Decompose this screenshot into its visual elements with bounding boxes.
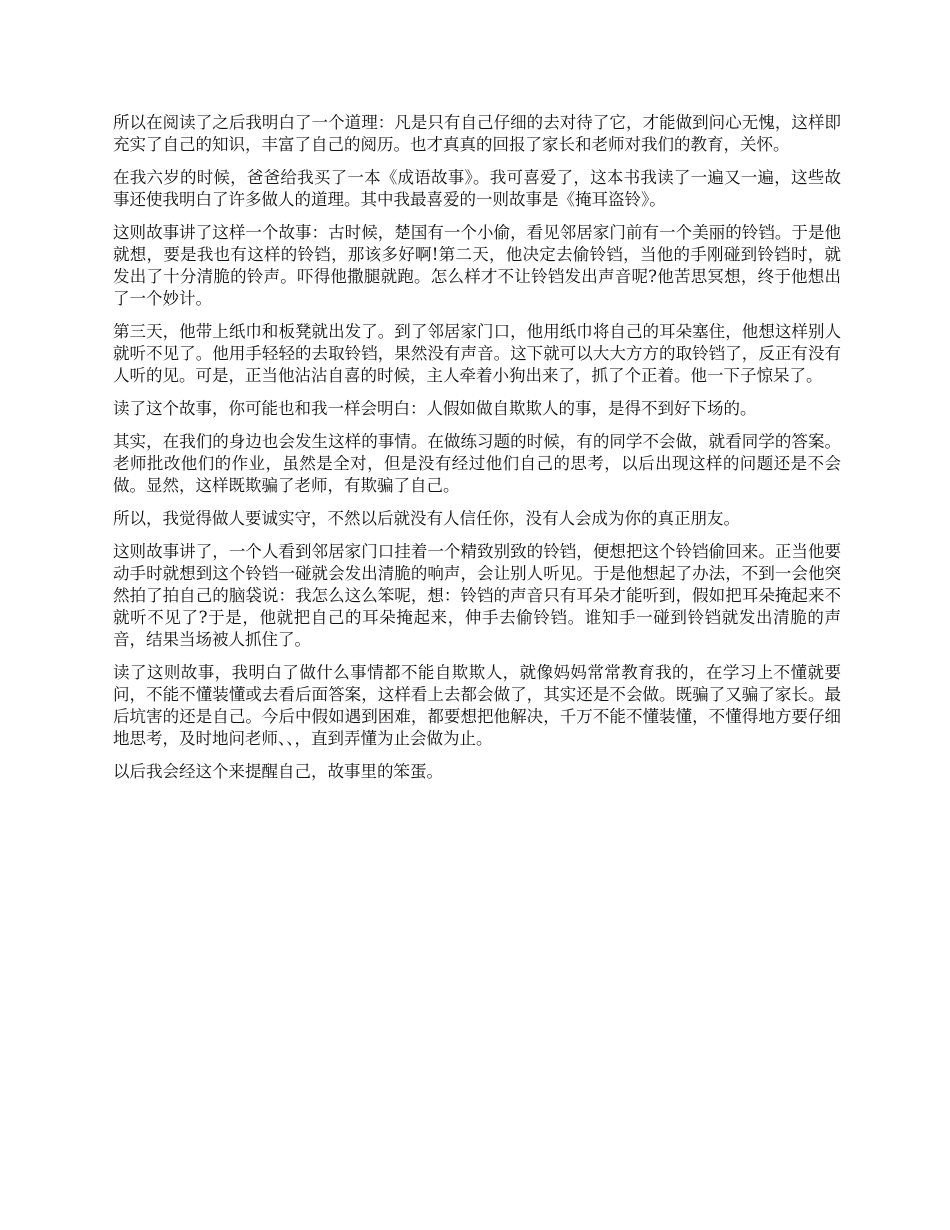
paragraph-6: 其实，在我们的身边也会发生这样的事情。在做练习题的时候，有的同学不会做，就看同学的答案。老师批改他们的作业，虽然是全对，但是没有经过他们自己的思考，以后出现这样的问题还是不会做。显然，这样既欺骗了老师，有欺骗了自己。 [113,432,841,495]
paragraph-1: 所以在阅读了之后我明白了一个道理：凡是只有自己仔细的去对待了它，才能做到问心无愧，这样即充实了自己的知识，丰富了自己的阅历。也才真真的回报了家长和老师对我们的教育，关怀。 [113,113,841,154]
paragraph-10: 以后我会经这个来提醒自己，故事里的笨蛋。 [113,762,443,781]
paragraph-5: 读了这个故事，你可能也和我一样会明白：人假如做自欺欺人的事，是得不到好下场的。 [113,399,757,418]
paragraph-4: 第三天，他带上纸巾和板凳就出发了。到了邻居家门口，他用纸巾将自己的耳朵塞住，他想这样别人就听不见了。他用手轻轻的去取铃铛，果然没有声音。这下就可以大大方方的取铃铛了，反正有没有人听的见。可是，正当他沾沾自喜的时候，主人牵着小狗出来了，抓了个正着。他一下子惊呆了。 [113,322,841,385]
paragraph-3: 这则故事讲了这样一个故事：古时候，楚国有一个小偷，看见邻居家门前有一个美丽的铃铛。于是他就想，要是我也有这样的铃铛，那该多好啊!第二天，他决定去偷铃铛，当他的手刚碰到铃铛时，就发出了十分清脆的铃声。吓得他撒腿就跑。怎么样才不让铃铛发出声音呢?他苦思冥想，终于他想出了一个妙计。 [113,223,841,308]
paragraph-9: 读了这则故事，我明白了做什么事情都不能自欺欺人，就像妈妈常常教育我的，在学习上不懂就要问，不能不懂装懂或去看后面答案，这样看上去都会做了，其实还是不会做。既骗了又骗了家长。最后坑害的还是自己。今后中假如遇到困难，都要想把他解决，千万不能不懂装懂，不懂得地方要仔细地思考，及时地问老师、、，直到弄懂为止会做为止。 [113,663,841,748]
document-page [113,112,841,794]
paragraph-2: 在我六岁的时候，爸爸给我买了一本《成语故事》。我可喜爱了，这本书我读了一遍又一遍，这些故事还使我明白了许多做人的道理。其中我最喜爱的一则故事是《掩耳盗铃》。 [113,168,841,209]
paragraph-7: 所以，我觉得做人要诚实守，不然以后就没有人信任你，没有人会成为你的真正朋友。 [113,509,740,528]
paragraph-8: 这则故事讲了，一个人看到邻居家门口挂着一个精致别致的铃铛，便想把这个铃铛偷回来。正当他要动手时就想到这个铃铛一碰就会发出清脆的响声，会让别人听见。于是他想起了办法，不到一会他突然拍了拍自己的脑袋说：我怎么这么笨呢，想：铃铛的声音只有耳朵才能听到，假如把耳朵掩起来不就听不见了?于是，他就把自己的耳朵掩起来，伸手去偷铃铛。谁知手一碰到铃铛就发出清脆的声音，结果当场被人抓住了。 [113,542,841,649]
